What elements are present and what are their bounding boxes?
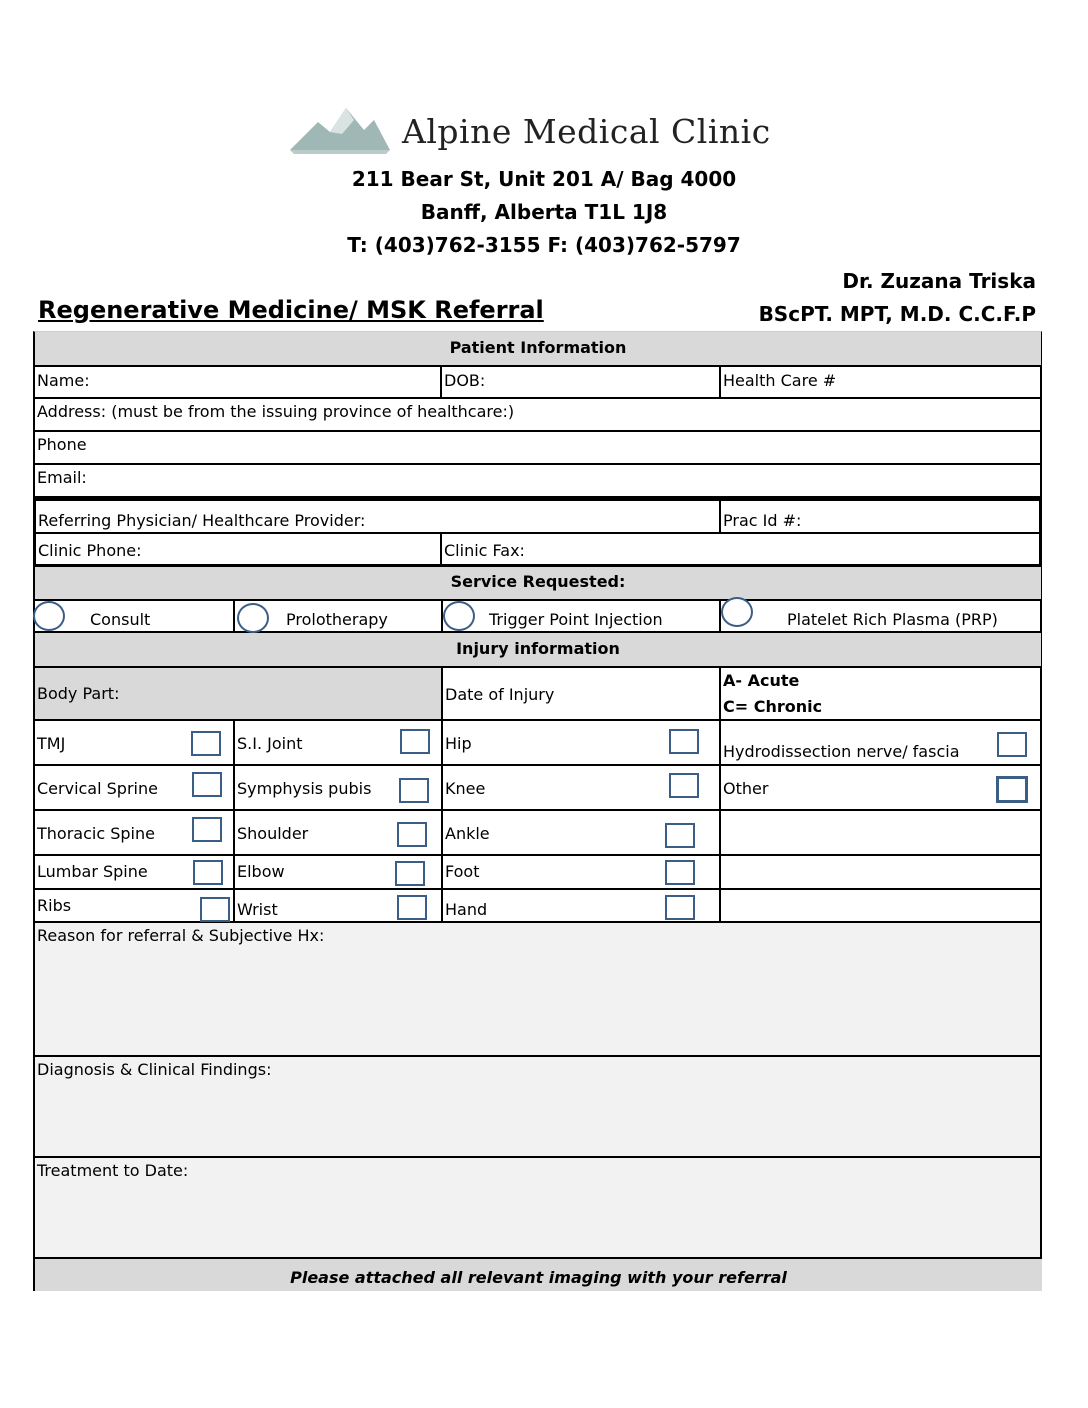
referring-physician-label: Referring Physician/ Healthcare Provider: <box>38 511 366 530</box>
acute-label: A- Acute <box>723 671 800 690</box>
body-part-header <box>35 668 441 719</box>
treatment-field[interactable] <box>33 1158 1042 1259</box>
trigger-point-radio[interactable] <box>443 601 475 631</box>
patient-info-heading <box>33 331 1042 365</box>
body-part-cervical <box>35 766 233 809</box>
acute-chronic-field[interactable] <box>719 668 1040 719</box>
body-part-ankle <box>441 811 719 854</box>
service-option-prolotherapy[interactable] <box>233 601 441 631</box>
body-part-label: Body Part: <box>37 684 120 703</box>
health-care-field[interactable] <box>719 367 1040 397</box>
phone-fax-line: T: (403)762-3155 F: (403)762-5797 <box>347 233 741 257</box>
clinic-name: Alpine Medical Clinic <box>402 112 771 151</box>
body-part-empty-2 <box>719 856 1040 888</box>
email-row[interactable] <box>33 465 1042 498</box>
mountain-icon <box>290 104 400 160</box>
form-title: Regenerative Medicine/ MSK Referral <box>38 296 544 324</box>
service-option-prp[interactable] <box>719 601 1040 631</box>
wrist-label: Wrist <box>237 900 278 919</box>
elbow-checkbox[interactable] <box>395 861 425 886</box>
cervical-label: Cervical Sprine <box>37 779 158 798</box>
ankle-label: Ankle <box>445 824 490 843</box>
address-label: Address: (must be from the issuing province of healthcare:) <box>37 402 515 421</box>
body-part-tmj <box>35 721 233 764</box>
service-option-trigger-point[interactable] <box>441 601 719 631</box>
health-care-label: Health Care # <box>723 371 837 390</box>
symphysis-checkbox[interactable] <box>399 778 429 803</box>
body-part-lumbar <box>35 856 233 888</box>
referring-physician-field[interactable] <box>36 501 719 532</box>
dob-label: DOB: <box>444 371 486 390</box>
clinic-phone-label: Clinic Phone: <box>38 541 142 560</box>
service-option-consult[interactable] <box>35 601 233 631</box>
body-part-si-joint <box>233 721 441 764</box>
body-part-row-5 <box>33 890 1042 923</box>
tmj-checkbox[interactable] <box>191 731 221 756</box>
name-label: Name: <box>37 371 90 390</box>
consult-label: Consult <box>90 610 151 629</box>
shoulder-checkbox[interactable] <box>397 822 427 847</box>
knee-label: Knee <box>445 779 486 798</box>
diagnosis-label: Diagnosis & Clinical Findings: <box>37 1060 272 1079</box>
reason-for-referral-field[interactable] <box>33 923 1042 1057</box>
clinic-contact-row <box>33 534 1042 567</box>
referring-physician-row <box>33 498 1042 534</box>
treatment-label: Treatment to Date: <box>37 1161 189 1180</box>
clinic-phone-field[interactable] <box>36 534 440 564</box>
date-of-injury-label: Date of Injury <box>445 685 555 704</box>
address-row[interactable] <box>33 399 1042 432</box>
other-label: Other <box>723 779 769 798</box>
elbow-label: Elbow <box>237 862 285 881</box>
name-field[interactable] <box>35 367 440 397</box>
si-joint-checkbox[interactable] <box>400 729 430 754</box>
reason-label: Reason for referral & Subjective Hx: <box>37 926 325 945</box>
body-part-knee <box>441 766 719 809</box>
phone-row[interactable] <box>33 432 1042 465</box>
body-part-symphysis <box>233 766 441 809</box>
cervical-checkbox[interactable] <box>192 772 222 797</box>
service-heading-text: Service Requested: <box>450 572 626 591</box>
diagnosis-field[interactable] <box>33 1057 1042 1158</box>
thoracic-label: Thoracic Spine <box>37 824 155 843</box>
doctor-credentials: BScPT. MPT, M.D. C.C.F.P <box>758 302 1036 326</box>
lumbar-label: Lumbar Spine <box>37 862 148 881</box>
thoracic-checkbox[interactable] <box>192 817 222 842</box>
hip-label: Hip <box>445 734 472 753</box>
patient-info-heading-text: Patient Information <box>449 338 627 357</box>
trigger-point-label: Trigger Point Injection <box>489 610 663 629</box>
clinic-fax-field[interactable] <box>440 534 1039 564</box>
date-of-injury-field[interactable] <box>441 668 719 719</box>
prp-label: Platelet Rich Plasma (PRP) <box>787 610 998 629</box>
symphysis-label: Symphysis pubis <box>237 779 372 798</box>
service-heading <box>33 567 1042 599</box>
hand-label: Hand <box>445 900 488 919</box>
shoulder-label: Shoulder <box>237 824 309 843</box>
hip-checkbox[interactable] <box>669 729 699 754</box>
foot-checkbox[interactable] <box>665 860 695 885</box>
body-part-row-3 <box>33 811 1042 856</box>
service-options-row <box>33 599 1042 633</box>
lumbar-checkbox[interactable] <box>193 860 223 885</box>
prolotherapy-label: Prolotherapy <box>286 610 388 629</box>
ribs-label: Ribs <box>37 896 72 915</box>
wrist-checkbox[interactable] <box>397 895 427 920</box>
body-part-empty-3 <box>719 890 1040 921</box>
address-line-2: Banff, Alberta T1L 1J8 <box>420 200 668 224</box>
injury-heading <box>33 633 1042 666</box>
body-part-row-4 <box>33 856 1042 890</box>
patient-name-row <box>33 365 1042 399</box>
body-part-row-1 <box>33 721 1042 766</box>
hand-checkbox[interactable] <box>665 895 695 920</box>
other-checkbox[interactable] <box>996 776 1028 803</box>
hydrodissection-label: Hydrodissection nerve/ fascia <box>723 742 960 761</box>
body-part-empty-1 <box>719 811 1040 854</box>
dob-field[interactable] <box>440 367 719 397</box>
si-joint-label: S.I. Joint <box>237 734 303 753</box>
body-part-row-2 <box>33 766 1042 811</box>
injury-heading-text: Injury information <box>456 639 620 658</box>
ribs-checkbox[interactable] <box>200 897 230 922</box>
chronic-label: C= Chronic <box>723 697 823 716</box>
body-part-foot <box>441 856 719 888</box>
injury-header-row <box>33 666 1042 721</box>
prac-id-label: Prac Id #: <box>723 511 802 530</box>
phone-label: Phone <box>37 435 87 454</box>
body-part-ribs <box>35 890 233 921</box>
doctor-name: Dr. Zuzana Triska <box>842 269 1036 293</box>
foot-label: Foot <box>445 862 480 881</box>
hydrodissection-checkbox[interactable] <box>997 732 1027 757</box>
body-part-hand <box>441 890 719 921</box>
body-part-wrist <box>233 890 441 921</box>
footer-note-text: Please attached all relevant imaging with your referral <box>290 1268 787 1287</box>
knee-checkbox[interactable] <box>669 773 699 798</box>
tmj-label: TMJ <box>37 734 66 753</box>
ankle-checkbox[interactable] <box>665 823 695 848</box>
prac-id-field[interactable] <box>719 501 1039 532</box>
body-part-hydrodissection <box>719 721 1040 764</box>
body-part-shoulder <box>233 811 441 854</box>
prp-radio[interactable] <box>721 597 753 627</box>
body-part-other <box>719 766 1040 809</box>
address-line-1: 211 Bear St, Unit 201 A/ Bag 4000 <box>351 167 737 191</box>
body-part-hip <box>441 721 719 764</box>
email-label: Email: <box>37 468 87 487</box>
body-part-thoracic <box>35 811 233 854</box>
footer-note <box>33 1259 1042 1291</box>
clinic-fax-label: Clinic Fax: <box>444 541 525 560</box>
consult-radio[interactable] <box>33 601 65 631</box>
body-part-elbow <box>233 856 441 888</box>
prolotherapy-radio[interactable] <box>237 603 269 633</box>
